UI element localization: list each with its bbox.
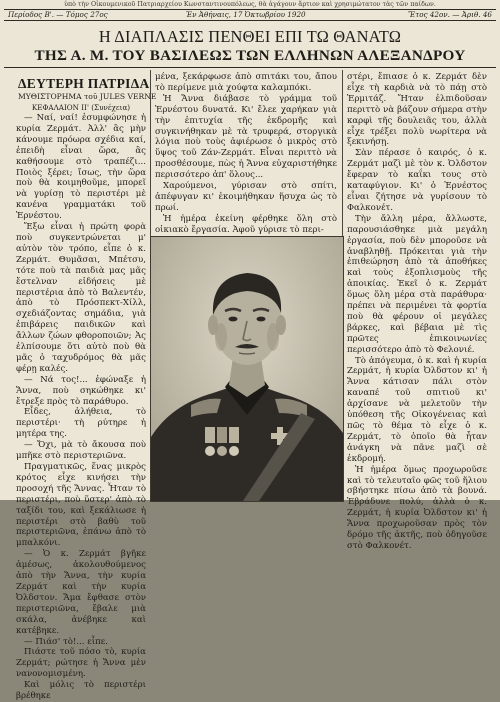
dateline: Ἐν Ἀθήναις, 17 Ὀκτωβρίου 1920 xyxy=(186,10,306,19)
headline-rule xyxy=(4,67,496,68)
paragraph: — Πιάσ' τὸ!... εἶπε. xyxy=(24,636,108,647)
period-volume: Περίοδος Β'. — Τόμος 27ος xyxy=(8,10,108,19)
paragraph: — Ὄχι, μὰ τὸ ἄκουσα ποὺ μπῆκε στὸ περιστεριῶνα. xyxy=(16,440,146,462)
story-column-3 xyxy=(347,72,487,551)
paragraph: Ἡ ἡμέρα ἐκείνη φέρθηκε ὅλη στὸ οἰκιακὸ ἔργασία. Ἀφοῦ γύρισε τὸ περι- xyxy=(155,213,337,235)
masthead-top-strip: ὑπὸ τὴν Οἰκουμενικοῦ Πατριαρχείου Κωνσταντινουπόλεως, θὰ ἀγάγουν ἄρτιον καὶ χρησιμώτατον τὰς τῶν παίδων. xyxy=(64,1,436,8)
paragraph: Καὶ μόλις τὸ περιστέρι βρέθηκε xyxy=(16,680,146,702)
paragraph: — Ὁ κ. Ζερμάτ βγῆκε ἀμέσως, ἀκολουθούμενος ἀπὸ τὴν Ἄννα, τὴν κυρία Ζερμάτ καὶ τὴν κυρία Ὀλδστον. Ἄμα ἔφθασε στὸν περιστεριῶνα, ἔβαλε μιὰ σκάλα, ἀνέβηκε καὶ κατέβηκε. xyxy=(16,549,146,636)
paragraph: Ἡ Ἄννα διάβασε τὸ γράμμα τοῦ Ἐρνέστου δυνατά. Κι' ἔλεε χαρήκαν γιὰ τὴν ἐπιτυχία τῆς ἐκδρομῆς καὶ συγκινήθηκαν μὲ τὰ τρυφερά, στοργικὰ λόγια ποὺ τοὺς ἀφιέρωσε ὁ μικρὸς στὸ ὕψος τοῦ Ζάν-Ζερμάτ. Εἶναι περιττὸ νὰ προσθέσουμε, πὼς ἡ Ἄννα εὐχαριστήθηκε περισσότερο ἀπ' ὅλους... xyxy=(155,93,337,181)
paragraph: Εἶδες, ἀλήθεια, τὸ περιστέρι· τὴ ρύτηρε ἡ μητέρα της. xyxy=(16,407,146,440)
story-column-1 xyxy=(16,103,146,702)
paragraph: Τὴν ἄλλη μέρα, ἄλλωστε, παρουσιάσθηκε μιὰ μεγάλη ἐργασία, ποὺ δὲν μποροῦσε νὰ ἀναβληθῇ. Πρόκειται γιὰ τὴν ἐπιθεώρηση ἀπὸ τὰ ἀποθήκες καὶ τοὺς ἐξοπλισμοὺς τῆς ἀποικίας. Ἐκεῖ ὁ κ. Ζερμάτ ὅμως ὅλη μέρα στὰ παράθυρα· πρέπει νὰ περιμένει τὰ φορτία ποὺ θὰ φέρουν οἱ μεγάλες βάρκες, καὶ βέβαια μὲ τὶς πρῶτες ἐπικοινωνίες περισσότερο ἀπὸ τὸ Φελονιέ. xyxy=(347,213,487,355)
story-subtitle: ΜΥΘΙΣΤΟΡΗΜΑ τοῦ JULES VERNE xyxy=(18,92,157,101)
headline-mourning: Η ΔΙΑΠΛΑΣΙΣ ΠΕΝΘΕΙ ΕΠΙ ΤΩ ΘΑΝΑΤΩ xyxy=(98,27,402,46)
paragraph: Τὸ ἀπόγευμα, ὁ κ. καὶ ἡ κυρία Ζερμάτ, ἡ κυρία Ὀλδστον κι' ἡ Ἄννα κάτισαν πάλι στὸν καναπέ τοῦ σπιτιοῦ κι' ἀρχίσανε νὰ μελετοῦν τὴν ὑπόθεση τῆς Οἰκογένειας καὶ πῶς τὸ θέμα τὸ εἶχε ὁ κ. Ζερμάτ, τὸ ὁποῖο θὰ ἦταν ἀνάγκη νὰ πᾶνε μαζὶ σὲ ἐκδρομή. xyxy=(347,355,487,464)
story-column-2 xyxy=(155,72,337,235)
paragraph: Σὰν πέρασε ὁ καιρός, ὁ κ. Ζερμάτ μαζὶ μὲ τὸν κ. Ὀλδστον ἔφεραν τὸ καΐκι τους στὸ καταφύγιον. Κι' ὁ Ἐρνέστος εἶναι ζήτησε νὰ γυρίσουν τὸ Φαλκονέτ. xyxy=(347,148,487,213)
portrait-photo xyxy=(151,237,343,501)
story-title: ΔΕΥΤΕΡΗ ΠΑΤΡΙΔΑ xyxy=(18,76,150,91)
king-portrait xyxy=(150,236,344,502)
column-divider xyxy=(150,70,151,236)
paragraph: Πραγματικῶς, ἕνας μικρὸς κρότος εἶχε κινήσει τὴν προσοχή τῆς Ἄννας. Ἦταν τὸ περιστέρι, ποὺ ὕστερ' ἀπὸ τὸ ταξίδι του, καὶ ξεκάλιωσε ἡ περιστέρι στὸ βαθὺ τοῦ περιστεριῶνα, ἐπάνω ἀπὸ τὸ μπαλκόνι. xyxy=(16,462,146,549)
paragraph: — Ναί, ναί! ἐσυμφώνησε ἡ κυρία Ζερμάτ. Ἀλλ' ἂς μὴν κάνουμε πρόωρα σχέδια καί, ἐπειδὴ εἶναι ὥρα, ἂς καθήσουμε στὸ τραπέζι... Ποιὸς ξέρει; ἴσως, τὴν ὥρα ποὺ θὰ κοιμηθοῦμε, μπορεῖ νὰ γυρίσῃ τὸ περιστέρι μὲ κανένα γραμματάκι τοῦ Ἐρνέστου. xyxy=(16,113,146,222)
paragraph: μένα, ξεκάρφωσε ἀπὸ σπιτάκι του, ἄπου τὸ περίμενε μιὰ χούφτα καλαμπόκι. xyxy=(155,72,337,93)
paragraph: Χαρούμενοι, γύρισαν στὸ σπίτι, ἀπέφυγαν κι' ἐκοιμήθηκαν ἥσυχα ὡς τὸ πρωί. xyxy=(155,181,337,213)
paragraph: Ἡ ἡμέρα ὅμως προχωροῦσε καὶ τὸ τελευταῖο φῶς τοῦ ἥλιου σβήστηκε πίσω ἀπὸ τὰ βουνά. Ἐβράδυνε πολύ, ἀλλὰ ὁ κ. Ζερμάτ, ἡ κυρία Ὀλδστον κι' ἡ Ἄννα προχωροῦσαν πρὸς τὸν δρόμο τῆς ἀκτῆς, ποὺ ὁδηγοῦσε στὸ Φαλκονέτ. xyxy=(347,464,487,551)
paragraph: Ἔξω εἶναι ἡ πρώτη φορὰ ποὺ συγκεντρώνεται μ' αὐτὸν τὸν τρόπο, εἶπε ὁ κ. Ζερμάτ. Θυμᾶσαι, Μπέτσυ, τότε ποὺ τὰ παιδιὰ μας μᾶς ἔστελναν εἰδήσεις μὲ περιστέρια ἀπὸ τὸ Βαλεντέν, ἀπὸ τὸ Πρόσπεκτ-Χίλλ, σχεδιάζοντας σημάδια, γιὰ ἐπιβάρεις παιδικῶν καὶ ἄλλων ζώων φθοροποιῶν; Ἀς ἐλπίσουμε ὅτι αὐτὸ ποὺ θὰ μᾶς ὁ ταχυδρόμος θὰ μᾶς φέρῃ καλές. xyxy=(16,222,146,374)
paragraph: στέρι, ἔπιασε ὁ κ. Ζερμάτ δὲν εἶχε τὴ καρδιὰ νὰ τὸ πάῃ στὸ Ἐρμιτάζ. Ἤταν ἐλπιδοῦσαν περιττὸ νὰ βάζουν σήμερα στὴν καρφὶ τῆς δουλειᾶς του, ἀλλὰ εἶχε τρέξει πολὺ νωρίτερα νὰ ξεκινήσῃ. xyxy=(347,72,487,148)
paragraph: Πιάστε τοῦ πόσο τὸ, κυρία Ζερμάτ; ρώτησε ἡ Ἄννα μὲν νανονομισμένη. xyxy=(16,647,146,680)
paragraph: — Νά τος!... ἐφώναξε ἡ Ἄννα, ποὺ σηκώθηκε κι' ἔτρεξε πρὸς τὸ παράθυρο. xyxy=(16,374,146,407)
masthead-info-bar xyxy=(4,9,496,21)
chapter-heading: ΚΕΦΑΛΑΙΟΝ ΙΙ' (Συνέχεια) xyxy=(31,103,131,112)
headline-king: ΤΗΣ Α. Μ. ΤΟΥ ΒΑΣΙΛΕΩΣ ΤΩΝ ΕΛΛΗΝΩΝ ΑΛΕΞΑΝΔΡΟΥ xyxy=(34,47,466,64)
year-issue: Ἔτος 42ον. — Ἀριθ. 46 xyxy=(407,10,492,19)
